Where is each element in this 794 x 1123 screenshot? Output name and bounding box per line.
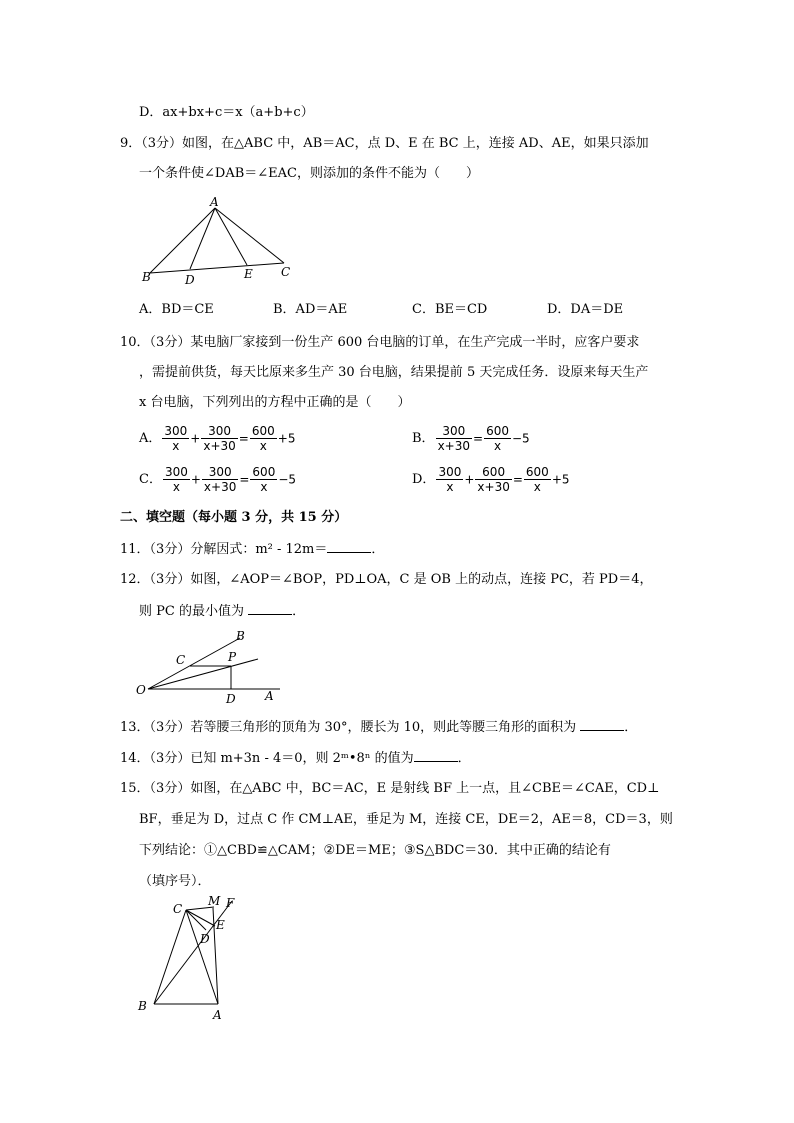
q15-label-c: C <box>173 902 183 916</box>
q10-option-c: C． $\frac{300}{x}$ + $\frac{300}{x+30}$ = $\frac{600}{x}$ −5 <box>139 465 297 494</box>
q15-label-a: A <box>213 1008 222 1022</box>
q12-stem-line1: 12．（3分）如图，∠AOP＝∠BOP，PD⊥OA，C 是 OB 上的动点，连接 PC，若 PD＝4， <box>120 572 653 587</box>
q12-label-d: D <box>226 692 236 706</box>
q9-label-e: E <box>244 267 253 281</box>
q9-label-b: B <box>142 270 151 284</box>
section-2-title: 二、填空题（每小题 3 分，共 15 分） <box>120 510 348 525</box>
q15-label-d: D <box>200 932 210 946</box>
q10-option-b: B． $\frac{300}{x+30}$ = $\frac{600}{x}$ −5 <box>412 424 530 453</box>
q12-stem-line2: 则 PC 的最小值为 ． <box>139 604 306 619</box>
q9-option-d: D．DA＝DE <box>547 302 624 317</box>
q10-option-a: A． $\frac{300}{x}$ + $\frac{300}{x+30}$ = $\frac{600}{x}$ +5 <box>139 424 296 453</box>
q15-triangle-figure <box>132 893 242 1023</box>
q10-stem-line3: x 台电脑，下列列出的方程中正确的是（ ） <box>139 395 411 410</box>
q15-stem-line1: 15．（3分）如图，在△ABC 中，BC＝AC，E 是射线 BF 上一点，且∠CBE＝∠CAE，CD⊥ <box>120 781 660 796</box>
q15-label-b: B <box>138 999 147 1013</box>
q12-answer-blank <box>248 603 292 615</box>
q10-option-d: D． $\frac{300}{x}$ + $\frac{600}{x+30}$ = $\frac{600}{x}$ +5 <box>412 465 570 494</box>
q15-label-m: M <box>208 894 221 908</box>
q14-answer-blank <box>414 750 458 762</box>
q9-triangle-figure <box>138 196 303 288</box>
q15-label-f: F <box>226 896 235 910</box>
q9-stem-line1: 9．（3分）如图，在△ABC 中，AB＝AC，点 D、E 在 BC 上，连接 AD、AE，如果只添加 <box>120 136 649 151</box>
q9-label-d: D <box>185 273 195 287</box>
q15-stem-line3: 下列结论：①△CBD≌△CAM；②DE＝ME；③S△BDC＝30．其中正确的结论有 <box>139 843 611 858</box>
q11-answer-blank <box>327 541 371 553</box>
q11-stem: 11．（3分）分解因式：m² - 12m＝ ． <box>120 542 385 557</box>
q15-stem-line2: BF，垂足为 D，过点 C 作 CM⊥AE，垂足为 M，连接 CE，DE＝2，AE＝8，CD＝3，则 <box>139 812 673 827</box>
q9-option-c: C．BE＝CD <box>412 302 488 317</box>
q14-stem: 14．（3分）已知 m+3n - 4＝0，则 2ᵐ•8ⁿ 的值为 ． <box>120 751 471 766</box>
q8-option-d: D．ax+bx+c＝x（a+b+c） <box>139 105 314 120</box>
q9-label-c: C <box>281 265 291 279</box>
q12-label-b: B <box>236 629 245 643</box>
q12-label-c: C <box>176 653 186 667</box>
q13-answer-blank <box>580 719 624 731</box>
q10-stem-line1: 10．（3分）某电脑厂家接到一份生产 600 台电脑的订单，在生产完成一半时，应客户要求 <box>120 335 640 350</box>
q9-option-a: A．BD＝CE <box>139 302 214 317</box>
q15-label-e: E <box>216 918 225 932</box>
q12-angle-figure <box>132 628 292 708</box>
q12-label-o: O <box>136 683 146 697</box>
q13-stem: 13．（3分）若等腰三角形的顶角为 30°，腰长为 10，则此等腰三角形的面积为 ． <box>120 720 638 735</box>
q9-stem-line2: 一个条件使∠DAB＝∠EAC，则添加的条件不能为（ ） <box>139 166 479 181</box>
q9-label-a: A <box>210 196 219 209</box>
q12-label-p: P <box>228 650 237 664</box>
q15-stem-line4: （填序号）． <box>139 874 211 889</box>
q12-label-a: A <box>265 689 274 703</box>
q10-stem-line2: ，需提前供货，每天比原来多生产 30 台电脑，结果提前 5 天完成任务．设原来每天生产 <box>139 365 649 380</box>
q9-option-b: B．AD＝AE <box>273 302 348 317</box>
